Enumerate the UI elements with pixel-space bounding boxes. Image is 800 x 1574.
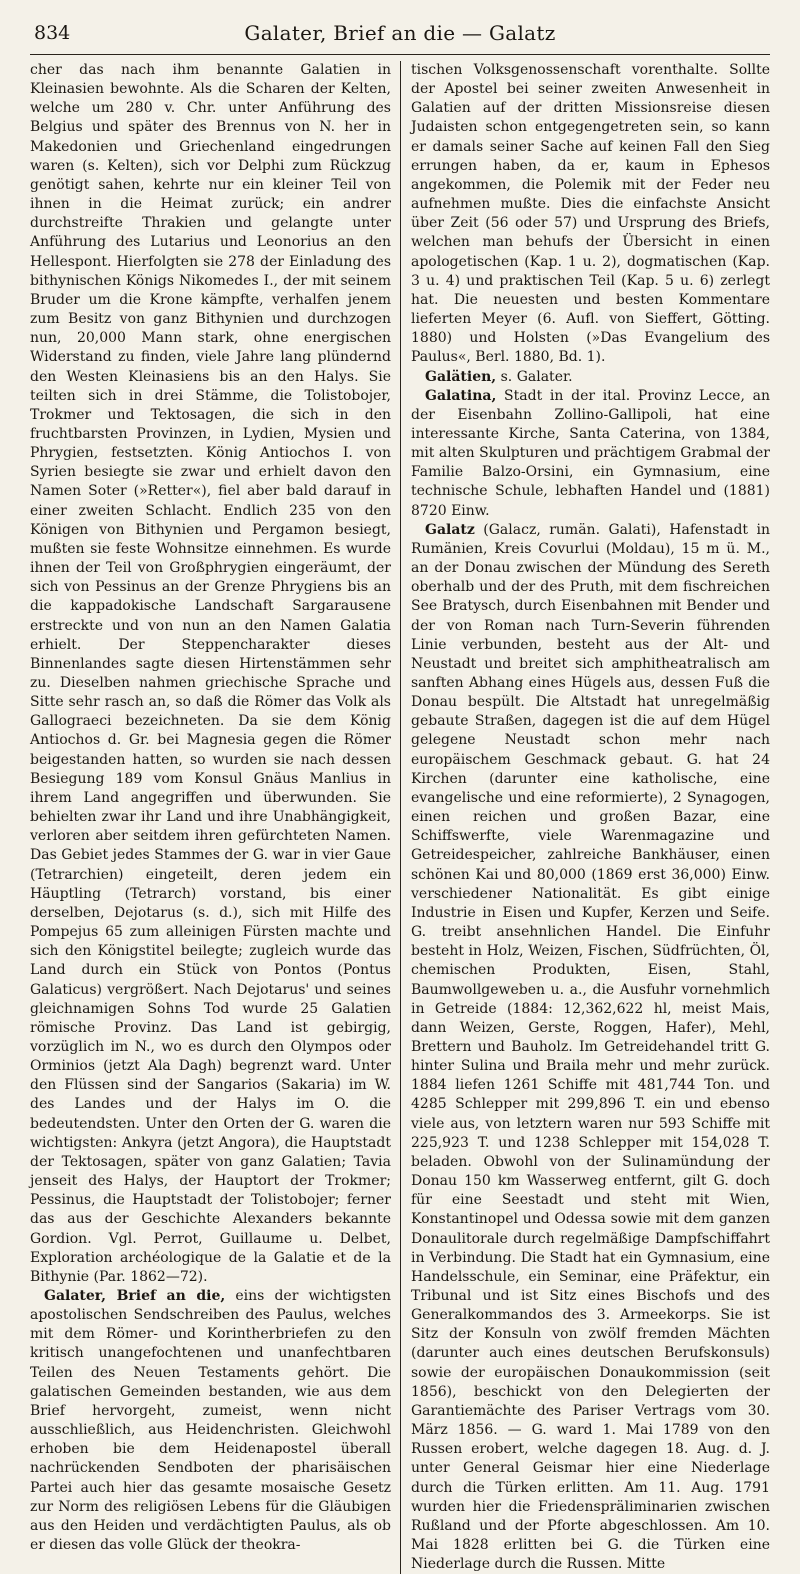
right-column <box>400 61 770 1574</box>
running-head: Galater, Brief an die — Galatz <box>244 21 556 45</box>
page-number: 834 <box>34 22 71 44</box>
entry-galater-brief <box>30 1287 391 1555</box>
entry-text: Stadt in der ital. Provinz Lecce, an der Eisenbahn Zollino-Gallipoli, hat eine interessante Kirche, Santa Caterina, von 1384, mit alten Skulpturen und prächtigem Grabmal der Familie Balzo-Orsini, ein Gymnasium, eine technische Schule, lebhaften Handel und (1881) 8720 Einw. <box>411 387 770 519</box>
entry-galatina <box>411 387 770 521</box>
entry-galater-brief-continuation <box>411 61 770 368</box>
entry-text: (Galacz, rumän. Galati), Hafenstadt in Rumänien, Kreis Covurlui (Moldau), 15 m ü. M., an der Donau zwischen der Mündung des Sereth oberhalb und der des Pruth, mit dem fischreichen See Bratysch, durch Eisenbahnen mit Bender und der von Roman nach Turn-Severin führenden Linie verbunden, besteht aus der Alt- und Neustadt und breitet sich amphitheatralisch am sanften Abhang eines Hügels aus, dessen Fuß die Donau bespült. Die Altstadt hat unregelmäßig gebaute Straßen, dagegen ist die auf dem Hügel gelegene Neustadt schon mehr nach europäischem Geschmack gebaut. G. hat 24 Kirchen (darunter eine katholische, eine evangelische und eine reformierte), 2 Synagogen, einen reichen und großen Bazar, eine Schiffswerfte, viele Warenmagazine und Getreidespeicher, zahlreiche Bankhäuser, einen schönen Kai und 80,000 (1869 erst 36,000) Einw. verschiedener Nationalität. Es gibt einige Industrie in Eisen und Kupfer, Kerzen und Seife. G. treibt ansehnlichen Handel. Die Einfuhr besteht in Holz, Weizen, Fischen, Südfrüchten, Öl, chemischen Produkten, Eisen, Stahl, Baumwollgeweben u. a., die Ausfuhr vornehmlich in Getreide (1884: 12,362,622 hl, meist Mais, dann Weizen, Gerste, Roggen, Hafer), Mehl, Brettern und Bauholz. Im Getreidehandel tritt G. hinter Sulina und Braila mehr und mehr zurück. 1884 liefen 1261 Schiffe mit 481,744 Ton. und 4285 Schlepper mit 299,896 T. ein und ebenso viele aus, von letztern waren nur 593 Schiffe mit 225,923 T. und 1238 Schlepper mit 154,028 T. beladen. Obwohl von der Sulinamündung der Donau 150 km Wasserweg entfernt, gilt G. doch für eine Seestadt und steht mit Wien, Konstantinopel und Odessa sowie mit dem ganzen Donaulitorale durch regelmäßige Dampfschiffahrt in Verbindung. Die Stadt hat ein Gymnasium, eine Handelsschule, ein Seminar, eine Präfektur, ein Tribunal und ist Sitz eines Bischofs und des Generalkommandos des 3. Armeekorps. Sie ist Sitz der Konsuln von zwölf fremden Mächten (darunter auch eines deutschen Berufskonsuls) sowie der europäischen Donaukommission (seit 1856), beschickt von den Delegierten der Garantiemächte des Pariser Vertrags vom 30. März 1856. — G. ward 1. Mai 1789 von den Russen erobert, welche dagegen 18. Aug. d. J. unter General Geismar hier eine Niederlage durch die Türken erlitten. Am 11. Aug. 1791 wurden hier die Friedenspräliminarien zwischen Rußland und der Pforte abgeschlossen. Am 10. Mai 1828 erlitten bei G. die Türken eine Niederlage durch die Russen. Mitte <box>411 521 770 1573</box>
entry-text: s. Galater. <box>496 368 573 385</box>
page-header <box>30 20 770 55</box>
entry-galaetien <box>411 368 770 387</box>
entry-lemma: Galatina, <box>425 387 497 404</box>
entry-lemma: Galater, Brief an die, <box>44 1288 226 1304</box>
entry-text: cher das nach ihm benannte Galatien in Kleinasien bewohnte. Als die Scharen der Kelten, welche um 280 v. Chr. unter Anführung des Belgius und später des Brennus von N. her in Makedonien und Griechenland eingedrungen waren (s. Kelten), sich vor Delphi zum Rückzug genötigt sahen, kehrte nur ein kleiner Teil von ihnen in die Heimat zurück; ein andrer durchstreifte Thrakien und gelangte unter Anführung des Lutarius und Leonorius an den Hellespont. Hierfolgten sie 278 der Einladung des bithynischen Königs Nikomedes I., der mit seinem Bruder um die Krone kämpfte, verhalfen jenem zum Besitz von ganz Bithynien und durchzogen nun, 20,000 Mann stark, ohne energischen Widerstand zu finden, viele Jahre lang plündernd den Westen Kleinasiens bis an den Halys. Sie teilten sich in drei Stämme, die Tolistobojer, Trokmer und Tektosagen, die sich in den fruchtbarsten Provinzen, in Lydien, Mysien und Phrygien, festsetzten. König Antiochos I. von Syrien besiegte sie zwar und erhielt davon den Namen Soter (»Retter«), fiel aber bald darauf in einer zweiten Schlacht. Endlich 235 von den Königen von Bithynien und Pergamon besiegt, mußten sie feste Wohnsitze einnehmen. Es wurde ihnen der Teil von Großphrygien eingeräumt, der sich von Pessinus an der Grenze Phrygiens bis an die kappadokische Landschaft Sargarausene erstreckte und von nun an den Namen Galatia erhielt. Der Steppencharakter dieses Binnenlandes sagte diesen Hirtenstämmen sehr zu. Dieselben nahmen griechische Sprache und Sitte sehr rasch an, so daß die Römer das Volk als Gallograeci bezeichneten. Da sie dem König Antiochos d. Gr. bei Magnesia gegen die Römer beigestanden hatten, so wurden sie nach dessen Besiegung 189 vom Konsul Gnäus Manlius in ihrem Land angegriffen und überwunden. Sie behielten zwar ihr Land und ihre Unabhängigkeit, verloren aber seitdem ihren gefürchteten Namen. Das Gebiet jedes Stammes der G. war in vier Gaue (Tetrarchien) eingeteilt, deren jedem ein Häuptling (Tetrarch) vorstand, bis einer derselben, Dejotarus (s. d.), sich mit Hilfe des Pompejus 65 zum alleinigen Fürsten machte und sich den Königstitel beilegte; zugleich wurde das Land durch ein Stück von Pontos (Pontus Galaticus) vergrößert. Nach Dejotarus' und seines gleichnamigen Sohns Tod wurde 25 Galatien römische Provinz. Das Land ist gebirgig, vorzüglich im N., wo es durch den Olympos oder Orminios (jetzt Ala Dagh) begrenzt ward. Unter den Flüssen sind der Sangarios (Sakaria) im W. des Landes und der Halys im O. die bedeutendsten. Unter den Orten der G. waren die wichtigsten: Ankyra (jetzt Angora), die Hauptstadt der Tektosagen, später von ganz Galatien; Tavia jenseit des Halys, der Hauptort der Trokmer; Pessinus, die Hauptstadt der Tolistobojer; ferner das aus der Geschichte Alexanders bekannte Gordion. Vgl. Perrot, Guillaume u. Delbet, Exploration archéologique de la Galatie et de la Bithynie (Par. 1862—72). <box>30 62 391 1285</box>
entry-lemma: Galatz <box>425 521 475 538</box>
entry-text: tischen Volksgenossenschaft vorenthalte. Sollte der Apostel bei seiner zweiten Anwesenheit in Galatien auf der dritten Missionsreise diesen Judaisten schon entgegengetreten sein, so kann er damals seiner Sache auf keinen Fall den Sieg errungen haben, da er, kaum in Ephesos angekommen, die Polemik mit der Feder neu aufnehmen mußte. Dies die einfachste Ansicht über Zeit (56 oder 57) und Ursprung des Briefs, welchen man behufs der Übersicht in einen apologetischen (Kap. 1 u. 2), dogmatischen (Kap. 3 u. 4) und praktischen Teil (Kap. 5 u. 6) zerlegt hat. Die neuesten und besten Kommentare lieferten Meyer (6. Aufl. von Sieffert, Götting. 1880) und Holsten (»Das Evangelium des Paulus«, Berl. 1880, Bd. 1). <box>411 62 770 366</box>
entry-galatz <box>411 521 770 1574</box>
entry-text: eins der wichtigsten apostolischen Sendschreiben des Paulus, welches mit dem Römer- und Korintherbriefen zu den kritisch unangefochtenen und unanfechtbaren Teilen des Neuen Testaments gehört. Die galatischen Gemeinden bestanden, wie aus dem Brief hervorgeht, zumeist, wenn nicht ausschließlich, aus Heidenchristen. Gleichwohl erhoben bie dem Heidenapostel überall nachrückenden Sendboten der pharisäischen Partei auch hier das gesamte mosaische Gesetz zur Norm des religiösen Lebens für die Gläubigen aus den Heiden und verdächtigten Paulus, als ob er diesen das volle Glück der theokra- <box>30 1288 392 1554</box>
entry-lemma: Galätien, <box>425 368 497 385</box>
entry-galatien-continuation <box>30 61 391 1287</box>
left-column <box>30 61 400 1574</box>
text-columns <box>30 61 770 1574</box>
